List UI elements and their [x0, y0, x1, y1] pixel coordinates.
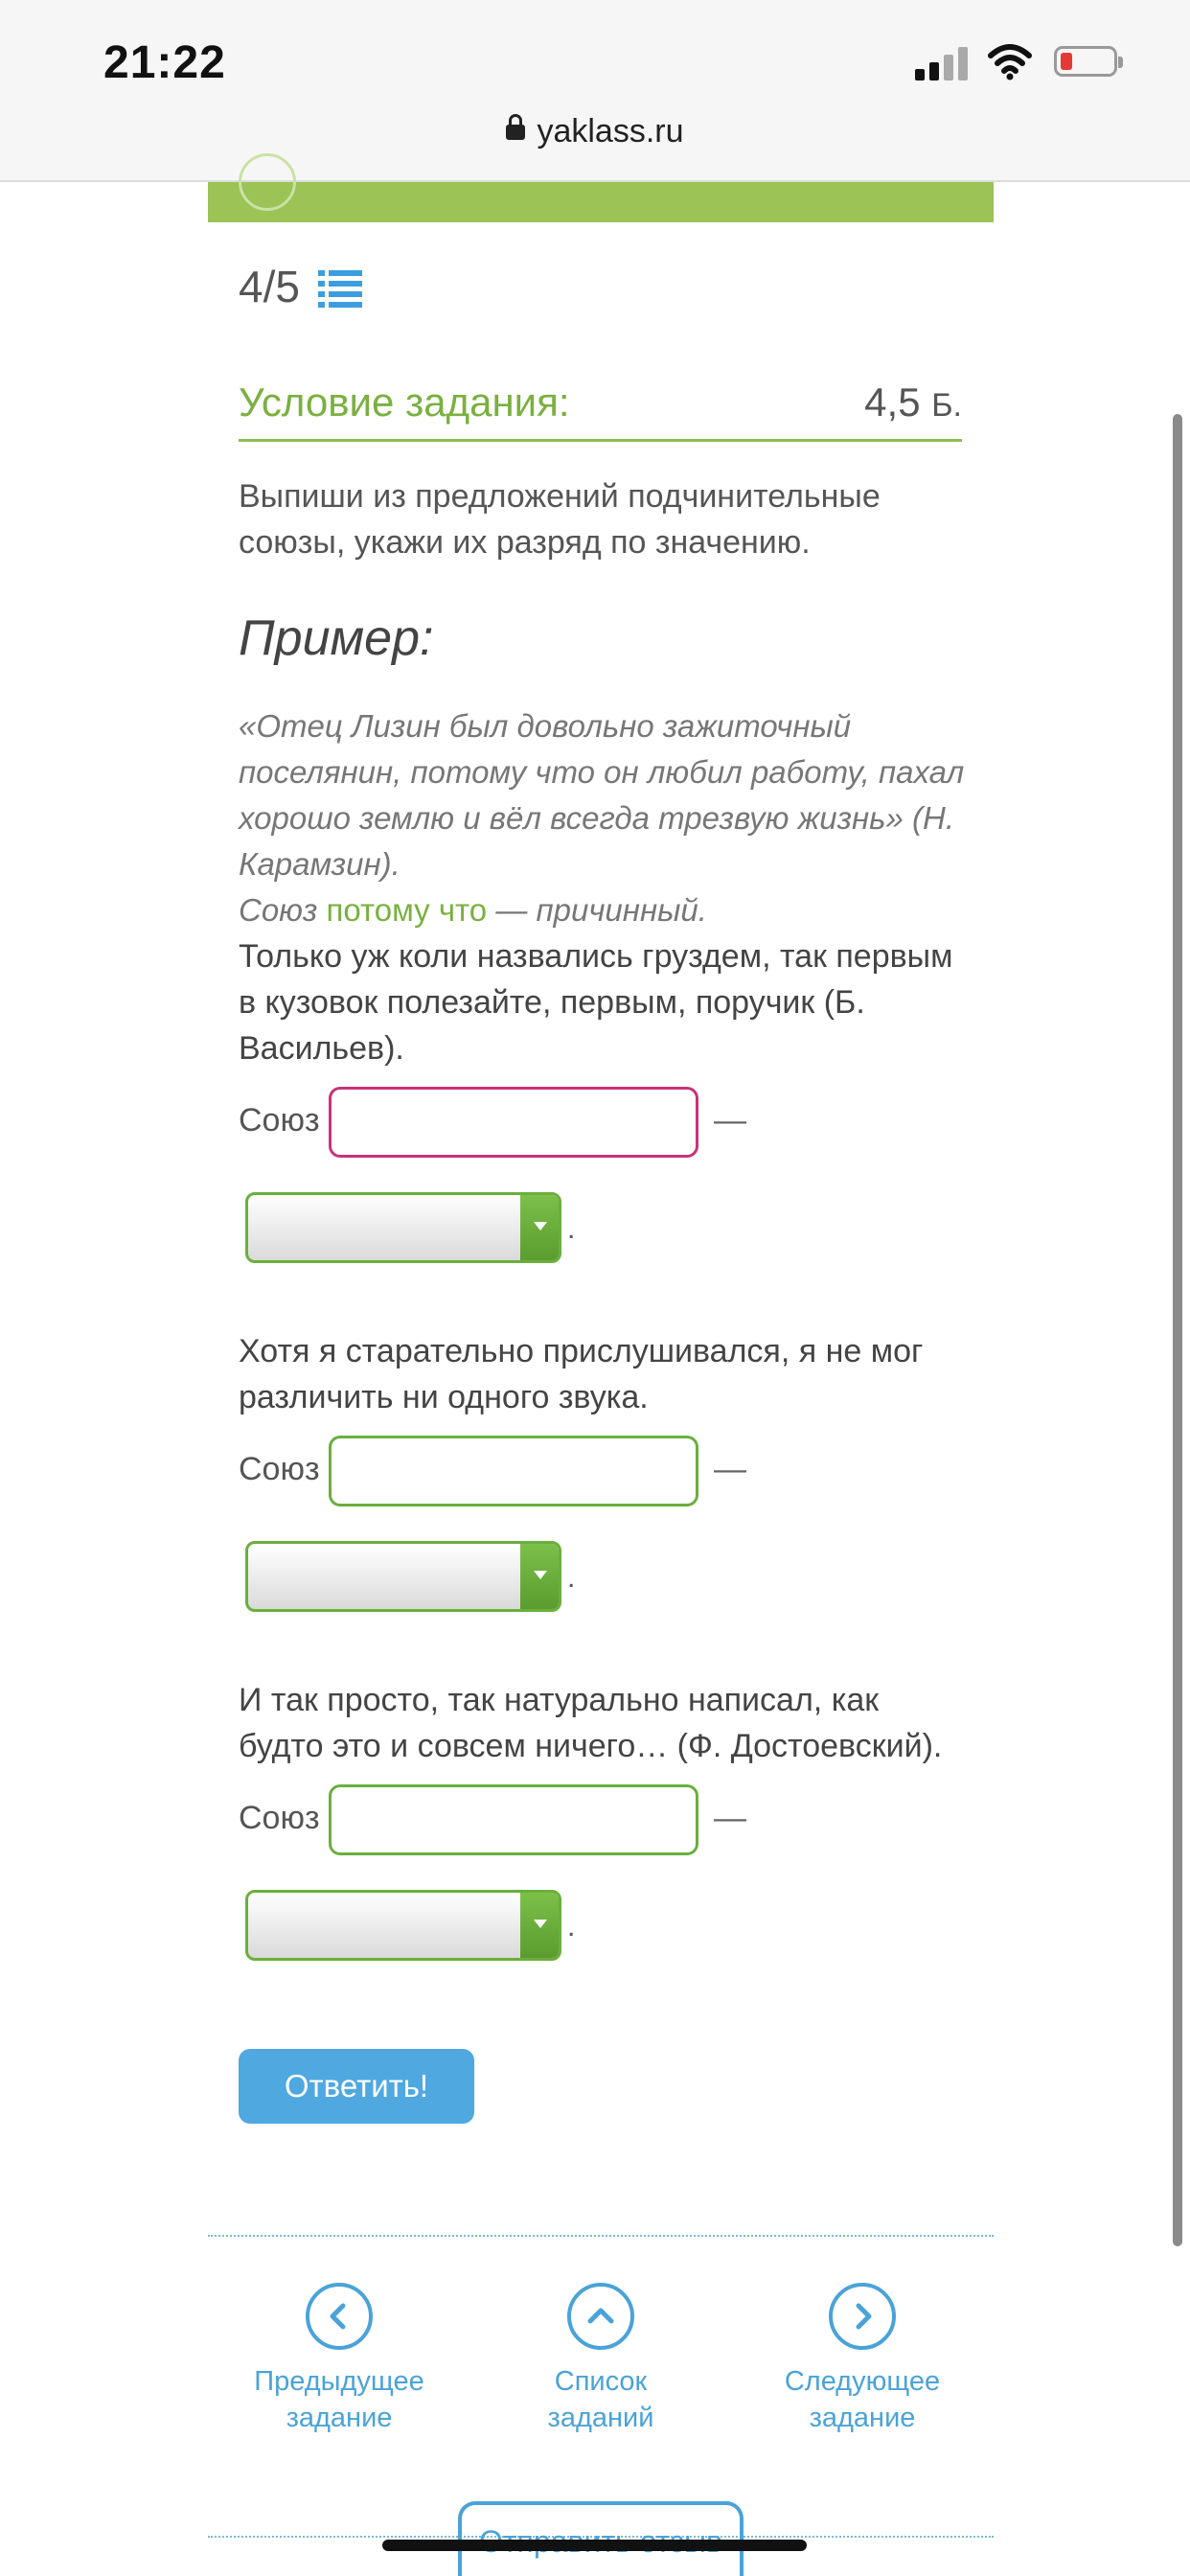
next-task-button[interactable] — [774, 2283, 950, 2436]
feedback-button[interactable] — [458, 2501, 744, 2576]
next-task-label: Следующее задание — [784, 2366, 941, 2433]
question-3-label: Союз — [239, 1800, 320, 1836]
question-3-sentence: И так просто, так натурально написал, как будто это и совсем ничего… (Ф. Достоевский). — [239, 1682, 943, 1764]
question-2-sentence: Хотя я старательно прислушивался, я не мог различить ни одного звука. — [239, 1333, 924, 1415]
chevron-left-icon — [306, 2283, 373, 2350]
example-heading: Пример: — [239, 610, 434, 666]
address-bar[interactable] — [0, 113, 1190, 150]
condition-header — [239, 376, 962, 442]
url-text: yaklass.ru — [537, 113, 684, 150]
question-3-period: . — [567, 1911, 576, 1943]
question-1-sentence: Только уж коли назвались груздем, так первым в кузовок полезайте, первым, поручик (Б. Васильев). — [239, 938, 953, 1067]
chevron-down-icon — [520, 1195, 559, 1260]
question-3-conjunction-input[interactable] — [329, 1784, 698, 1855]
divider — [208, 2235, 994, 2237]
example-quote: «Отец Лизин был довольно зажиточный поселянин, потому что он любил работу, пахал хорошо землю и вёл всегда трезвую жизнь» (Н. Карамзин). — [239, 708, 965, 882]
header-circle-icon — [239, 153, 296, 211]
task-progress: 4/5 — [239, 262, 300, 311]
header-bar — [208, 182, 994, 222]
example-text: «Отец Лизин был довольно зажиточный поселянин, потому что он любил работу, пахал хорошо землю и вёл всегда трезвую жизнь» (Н. Карамзин). Союз потому что — причинный. — [239, 708, 965, 928]
home-indicator — [382, 2540, 807, 2551]
chevron-right-icon — [829, 2283, 896, 2350]
lock-icon — [506, 125, 525, 140]
cellular-signal-icon — [915, 46, 969, 80]
task-list-icon[interactable] — [318, 270, 362, 309]
battery-icon — [1054, 46, 1117, 77]
points: 4,5 Б. — [864, 380, 962, 425]
question-1-conjunction-input[interactable] — [329, 1087, 698, 1158]
wifi-icon — [987, 42, 1033, 80]
prev-task-label: Предыдущее задание — [254, 2366, 424, 2433]
browser-status-bar — [0, 0, 1190, 182]
question-2-label: Союз — [239, 1451, 320, 1487]
question-2-period: . — [567, 1562, 576, 1594]
chevron-down-icon — [520, 1893, 559, 1958]
clock: 21:22 — [103, 37, 226, 88]
question-3-type-select[interactable] — [245, 1890, 561, 1961]
scrollbar[interactable] — [1173, 414, 1182, 2246]
question-1-dash: — — [714, 1102, 746, 1138]
task-list-label: Список заданий — [547, 2366, 654, 2433]
question-3-dash: — — [714, 1800, 746, 1836]
question-2-type-select[interactable] — [245, 1541, 561, 1612]
answer-button[interactable]: Ответить! — [239, 2049, 474, 2124]
condition-title: Условие задания: — [239, 380, 570, 425]
chevron-up-icon — [567, 2283, 634, 2350]
question-2-dash: — — [714, 1451, 746, 1487]
question-2-conjunction-input[interactable] — [329, 1436, 698, 1506]
task-list-button[interactable] — [498, 2283, 703, 2436]
question-1-type-select[interactable] — [245, 1192, 561, 1263]
example-conjunction: потому что — [326, 892, 488, 928]
question-1-label: Союз — [239, 1102, 320, 1138]
prev-task-button[interactable] — [251, 2283, 427, 2436]
question-1-period: . — [567, 1213, 576, 1245]
chevron-down-icon — [520, 1544, 559, 1609]
task-instructions: Выпиши из предложений подчинительные союзы, укажи их разряд по значению. — [239, 478, 881, 561]
